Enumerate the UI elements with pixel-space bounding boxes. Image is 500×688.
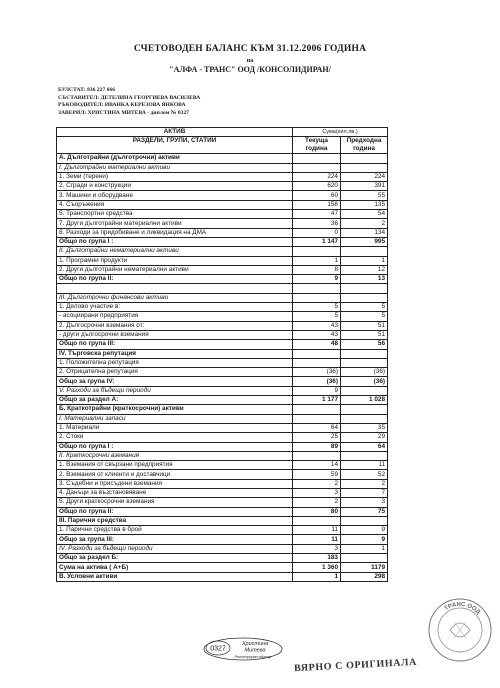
table-row [57,405,388,414]
current-year-value: 1 [293,572,341,581]
previous-year-value: 35 [341,423,388,432]
table-row [57,349,388,358]
current-year-value: 9 [293,275,341,284]
current-year-value: 2 [293,479,341,488]
row-label: 2. Други дълготрайни нематериални активи [57,265,293,274]
table-row [57,451,388,460]
previous-year-value: 1 [341,544,388,553]
previous-year-value [341,358,388,367]
meta-bulstat: БУЛСТАТ: 836 227 666 [58,87,116,93]
auditor-number: 0327 [210,645,226,653]
previous-year-value: 52 [341,470,388,479]
current-year-header: Текуща година [293,137,341,154]
previous-year-value: 995 [341,237,388,246]
table-row [57,163,388,172]
previous-year-value: 135 [341,200,388,209]
current-year-value: 5 [293,303,341,312]
current-year-value: 1 177 [293,396,341,405]
table-row [57,377,388,386]
previous-year-header: Предходна година [341,137,388,154]
previous-year-value [341,293,388,302]
row-label: А. Дълготрайни (дълготрочни) активи [57,154,293,163]
previous-year-value: (36) [341,368,388,377]
auditor-name-1: Христина [241,641,269,647]
svg-text:ТРАНС ООД [444,602,482,616]
current-year-value: 64 [293,423,341,432]
meta-manager: РЪКОВОДИТЕЛ: ИВАНКА КЕРЕЗОВА ЯНКОВА [58,102,186,109]
current-year-value: 1 [293,256,341,265]
previous-year-value: 3 [341,498,388,507]
row-label: II. Краткосрочни вземания [57,451,293,460]
table-row [57,563,388,572]
table-row [57,200,388,209]
row-label: Общо по група II: [57,275,293,284]
row-label: Общо за група IV: [57,377,293,386]
meta-certifier: ЗАВЕРИЛ: ХРИСТИНА МИТЕВА - диплом № 0327 [58,109,190,116]
previous-year-value [341,414,388,423]
current-year-value [293,293,341,302]
current-year-value: 11 [293,535,341,544]
current-year-value: 2 [293,498,341,507]
row-label: IV. Разходи за бъдещи периоди [57,544,293,553]
row-label: 1. Вземания от свързани предприятия [57,461,293,470]
row-label: 1. Положителна репутация [57,358,293,367]
row-label: III. Дълготрочни финансови активи [57,293,293,302]
row-label: 7. Други дълготрайни материални активи [57,219,293,228]
row-label: 2. Сгради и конструкции [57,182,293,191]
previous-year-value: 1 028 [341,396,388,405]
previous-year-value: 1179 [341,563,388,572]
table-row [57,544,388,553]
document-title: СЧЕТОВОДЕН БАЛАНС КЪМ 31.12.2006 ГОДИНА [133,44,367,54]
row-label: 2. Стоки [57,433,293,442]
previous-year-value: 9 [341,526,388,535]
auditor-stamp [203,637,283,661]
row-label: 2. Вземания от клиенти и доставчици [57,470,293,479]
row-label: 1. Дялово участие в: [57,303,293,312]
previous-year-value: 391 [341,182,388,191]
row-label: II. Дълготрайни нематериални активи [57,247,293,256]
current-year-value: 25 [293,433,341,442]
current-year-value: 620 [293,182,341,191]
row-label: Общо за раздел Б: [57,554,293,563]
table-row [57,479,388,488]
current-year-value: 89 [293,442,341,451]
previous-year-value [341,163,388,172]
current-year-value: 48 [293,340,341,349]
current-year-value [293,405,341,414]
table-row [57,210,388,219]
current-year-value: 36 [293,219,341,228]
previous-year-value: 1 [341,256,388,265]
current-year-value [293,358,341,367]
previous-year-value: 5 [341,303,388,312]
table-row [57,340,388,349]
previous-year-value [341,349,388,358]
current-year-value: 14 [293,461,341,470]
row-label: V. Разходи за бъдещи периоди [57,386,293,395]
row-label: 1. Материали [57,423,293,432]
previous-year-value: 13 [341,275,388,284]
table-row [57,247,388,256]
table-row [57,312,388,321]
table-row [57,265,388,274]
table-row [57,386,388,395]
current-year-value: 43 [293,321,341,330]
current-year-value: 1 360 [293,563,341,572]
seal-text: ТРАНС ООД [443,601,481,616]
table-row [57,275,388,284]
current-year-value [293,414,341,423]
table-row [57,414,388,423]
previous-year-value: 29 [341,433,388,442]
row-label: 3. Машини и оборудване [57,191,293,200]
table-row [57,256,388,265]
current-year-value: (36) [293,368,341,377]
table-row [57,368,388,377]
current-year-value: 59 [293,470,341,479]
table-row [57,219,388,228]
current-year-value: 80 [293,507,341,516]
row-label: 4. Данъци за възстановяване [57,488,293,497]
current-year-value: 47 [293,210,341,219]
current-year-value: 0 [293,228,341,237]
row-label: Общо по група III: [57,340,293,349]
row-label: Б. Краткотрайни (краткосрочни) активи [57,405,293,414]
previous-year-value [341,554,388,563]
previous-year-value [341,154,388,163]
table-row [57,293,388,302]
row-label: 1. Земи (терени) [57,172,293,181]
table-row [57,358,388,367]
previous-year-value: 51 [341,330,388,339]
current-year-value [293,284,341,293]
current-year-value: 224 [293,172,341,181]
row-label: - други дългосрочни вземания [57,330,293,339]
row-label: 2. Отрицателна репутация [57,368,293,377]
current-year-value: 3 [293,488,341,497]
amount-header: Сума(хил.лв.) [293,128,388,137]
table-row [57,498,388,507]
table-row [57,228,388,237]
balance-sheet-table [56,127,388,582]
row-label: 2. Дългосрочни вземания от: [57,321,293,330]
row-label: III. Парични средства [57,516,293,525]
row-label: - асоциирани предприятия [57,312,293,321]
table-row [57,442,388,451]
meta-compiler: СЪСТАВИТЕЛ: ДЕТЕЛИНА ГЕОРГИЕВА ВАСИЛЕВА [58,94,201,101]
row-label: В. Условни активи [57,572,293,581]
previous-year-value [341,516,388,525]
current-year-value: 8 [293,265,341,274]
current-year-value: 43 [293,330,341,339]
row-label: 1. Парични средства в брой [57,526,293,535]
table-row [57,423,388,432]
table-row [57,172,388,181]
previous-year-value [341,386,388,395]
table-row [57,535,388,544]
previous-year-value: 7 [341,488,388,497]
previous-year-value: 64 [341,442,388,451]
auditor-name-2: Митева [244,647,266,654]
row-label: IV. Търговска репутация [57,349,293,358]
previous-year-value: 2 [341,479,388,488]
row-label: Общо за група III: [57,535,293,544]
company-name: "АЛФА - ТРАНС" ООД /КОНСОЛИДИРАН/ [169,65,331,74]
previous-year-value [341,451,388,460]
table-row [57,303,388,312]
row-label: 5. Транспортни средства [57,210,293,219]
table-row [57,321,388,330]
company-seal-icon [426,596,494,664]
previous-year-value: 55 [341,191,388,200]
table-row [57,470,388,479]
current-year-value [293,163,341,172]
title-connector: на [246,58,254,64]
current-year-value: 183 [293,554,341,563]
current-year-value: 11 [293,526,341,535]
table-row [57,330,388,339]
previous-year-value: 75 [341,507,388,516]
current-year-value: (36) [293,377,341,386]
row-label: 1. Програмни продукти [57,256,293,265]
row-label [57,284,293,293]
current-year-value [293,154,341,163]
previous-year-value: 298 [341,572,388,581]
table-row [57,191,388,200]
current-year-value: 5 [293,312,341,321]
row-label: Сума на актива ( А+Б) [57,563,293,572]
table-row [57,237,388,246]
previous-year-value: 134 [341,228,388,237]
previous-year-value [341,284,388,293]
certified-copy-stamp: ВЯРНО С ОРИГИНАЛА [293,656,418,675]
previous-year-value: 2 [341,219,388,228]
previous-year-value: 54 [341,210,388,219]
table-row [57,182,388,191]
previous-year-value [341,405,388,414]
previous-year-value: 51 [341,321,388,330]
table-row [57,284,388,293]
sections-header: РАЗДЕЛИ, ГРУПИ, СТАТИИ [57,137,293,154]
current-year-value: 60 [293,191,341,200]
table-row [57,572,388,581]
row-label: 5. Други краткосрочни вземания [57,498,293,507]
current-year-value: 3 [293,544,341,553]
current-year-value: 9 [293,386,341,395]
aktiv-header: АКТИВ [57,128,293,137]
table-row [57,461,388,470]
table-row [57,507,388,516]
table-row [57,154,388,163]
previous-year-value: 224 [341,172,388,181]
table-row [57,396,388,405]
previous-year-value: 11 [341,461,388,470]
current-year-value [293,349,341,358]
row-label: I. Дълготрайни материални активи [57,163,293,172]
row-label: Общо по група I : [57,237,293,246]
previous-year-value [341,247,388,256]
document-meta [58,87,200,117]
previous-year-value: 9 [341,535,388,544]
current-year-value: 1 147 [293,237,341,246]
row-label: Общо по група I : [57,442,293,451]
row-label: Общо по група II: [57,507,293,516]
previous-year-value: 5 [341,312,388,321]
row-label: 8. Разходи за придобиване и ликвидация на ДМА [57,228,293,237]
current-year-value [293,451,341,460]
current-year-value [293,516,341,525]
auditor-caption: Регистриран одитор [234,655,272,659]
current-year-value [293,247,341,256]
previous-year-value: 56 [341,340,388,349]
row-label: I. Материални запаси [57,414,293,423]
row-label: Общо за раздел А: [57,396,293,405]
table-row [57,554,388,563]
row-label: 4. Съоръжения [57,200,293,209]
table-row [57,433,388,442]
row-label: 3. Съдебни и присъдени вземания [57,479,293,488]
previous-year-value: (36) [341,377,388,386]
current-year-value: 158 [293,200,341,209]
table-row [57,526,388,535]
previous-year-value: 12 [341,265,388,274]
table-row [57,516,388,525]
table-row [57,488,388,497]
